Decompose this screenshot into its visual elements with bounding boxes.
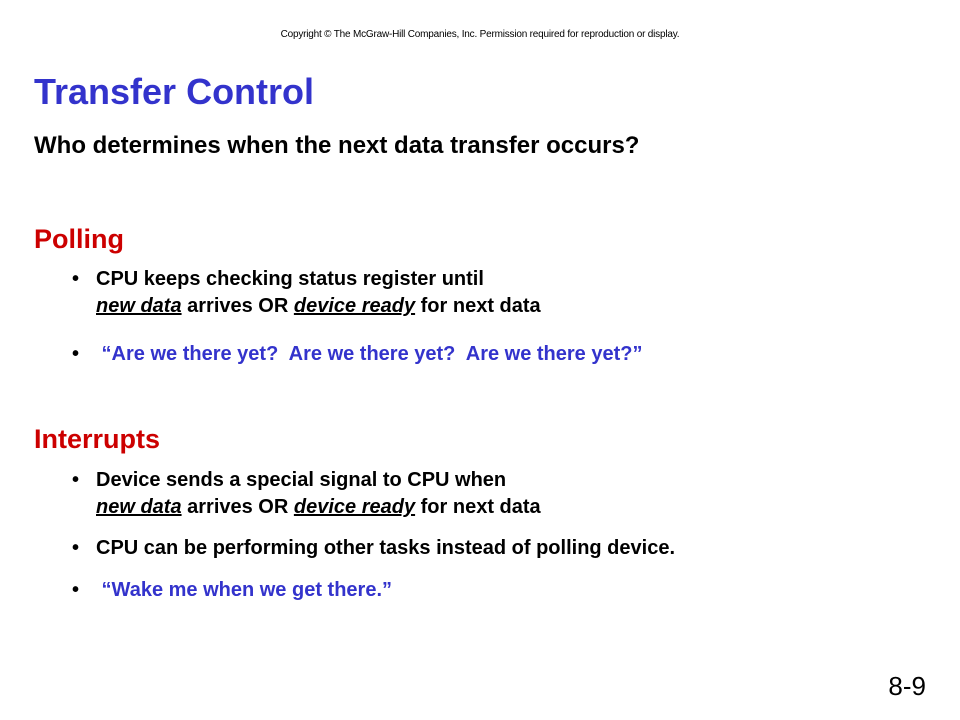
interrupts-quote: “Wake me when we get there.” [96, 579, 393, 601]
slide-number: 8-9 [888, 671, 926, 701]
bullet-icon: • [72, 343, 80, 365]
interrupts-bullet-2 [72, 535, 675, 562]
bullet-text [96, 266, 541, 320]
bullet-icon: • [72, 469, 80, 491]
interrupts-heading: Interrupts [34, 424, 161, 454]
polling-bullet-1 [72, 266, 541, 320]
polling-quote: “Are we there yet? Are we there yet? Are we there yet?” [96, 343, 643, 365]
bullet-icon: • [72, 579, 80, 601]
interrupts-bullet-3 [72, 577, 392, 604]
bullet-icon: • [72, 268, 80, 290]
bullet-fragment: for next data [415, 496, 541, 518]
copyright-notice: Copyright © The McGraw-Hill Companies, Inc. Permission required for reproduction or display. [280, 29, 680, 40]
interrupts-bullet-1 [72, 467, 541, 521]
new-data-emphasis: new data [96, 496, 182, 518]
bullet-icon: • [72, 537, 80, 559]
device-ready-emphasis: device ready [293, 295, 416, 317]
device-ready-emphasis: device ready [293, 496, 416, 518]
bullet-fragment: arrives OR [181, 496, 294, 518]
new-data-emphasis: new data [96, 295, 182, 317]
bullet-fragment: arrives OR [181, 295, 294, 317]
polling-bullet-2 [72, 341, 642, 368]
bullet-fragment: for next data [415, 295, 541, 317]
bullet-line: CPU keeps checking status register until [96, 268, 484, 290]
bullet-text: CPU can be performing other tasks instead of polling device. [96, 537, 676, 559]
bullet-text [96, 467, 541, 521]
slide-subtitle: Who determines when the next data transfer occurs? [34, 132, 640, 159]
slide-title: Transfer Control [34, 71, 315, 112]
polling-heading: Polling [34, 224, 124, 254]
bullet-line: Device sends a special signal to CPU when [96, 469, 507, 491]
